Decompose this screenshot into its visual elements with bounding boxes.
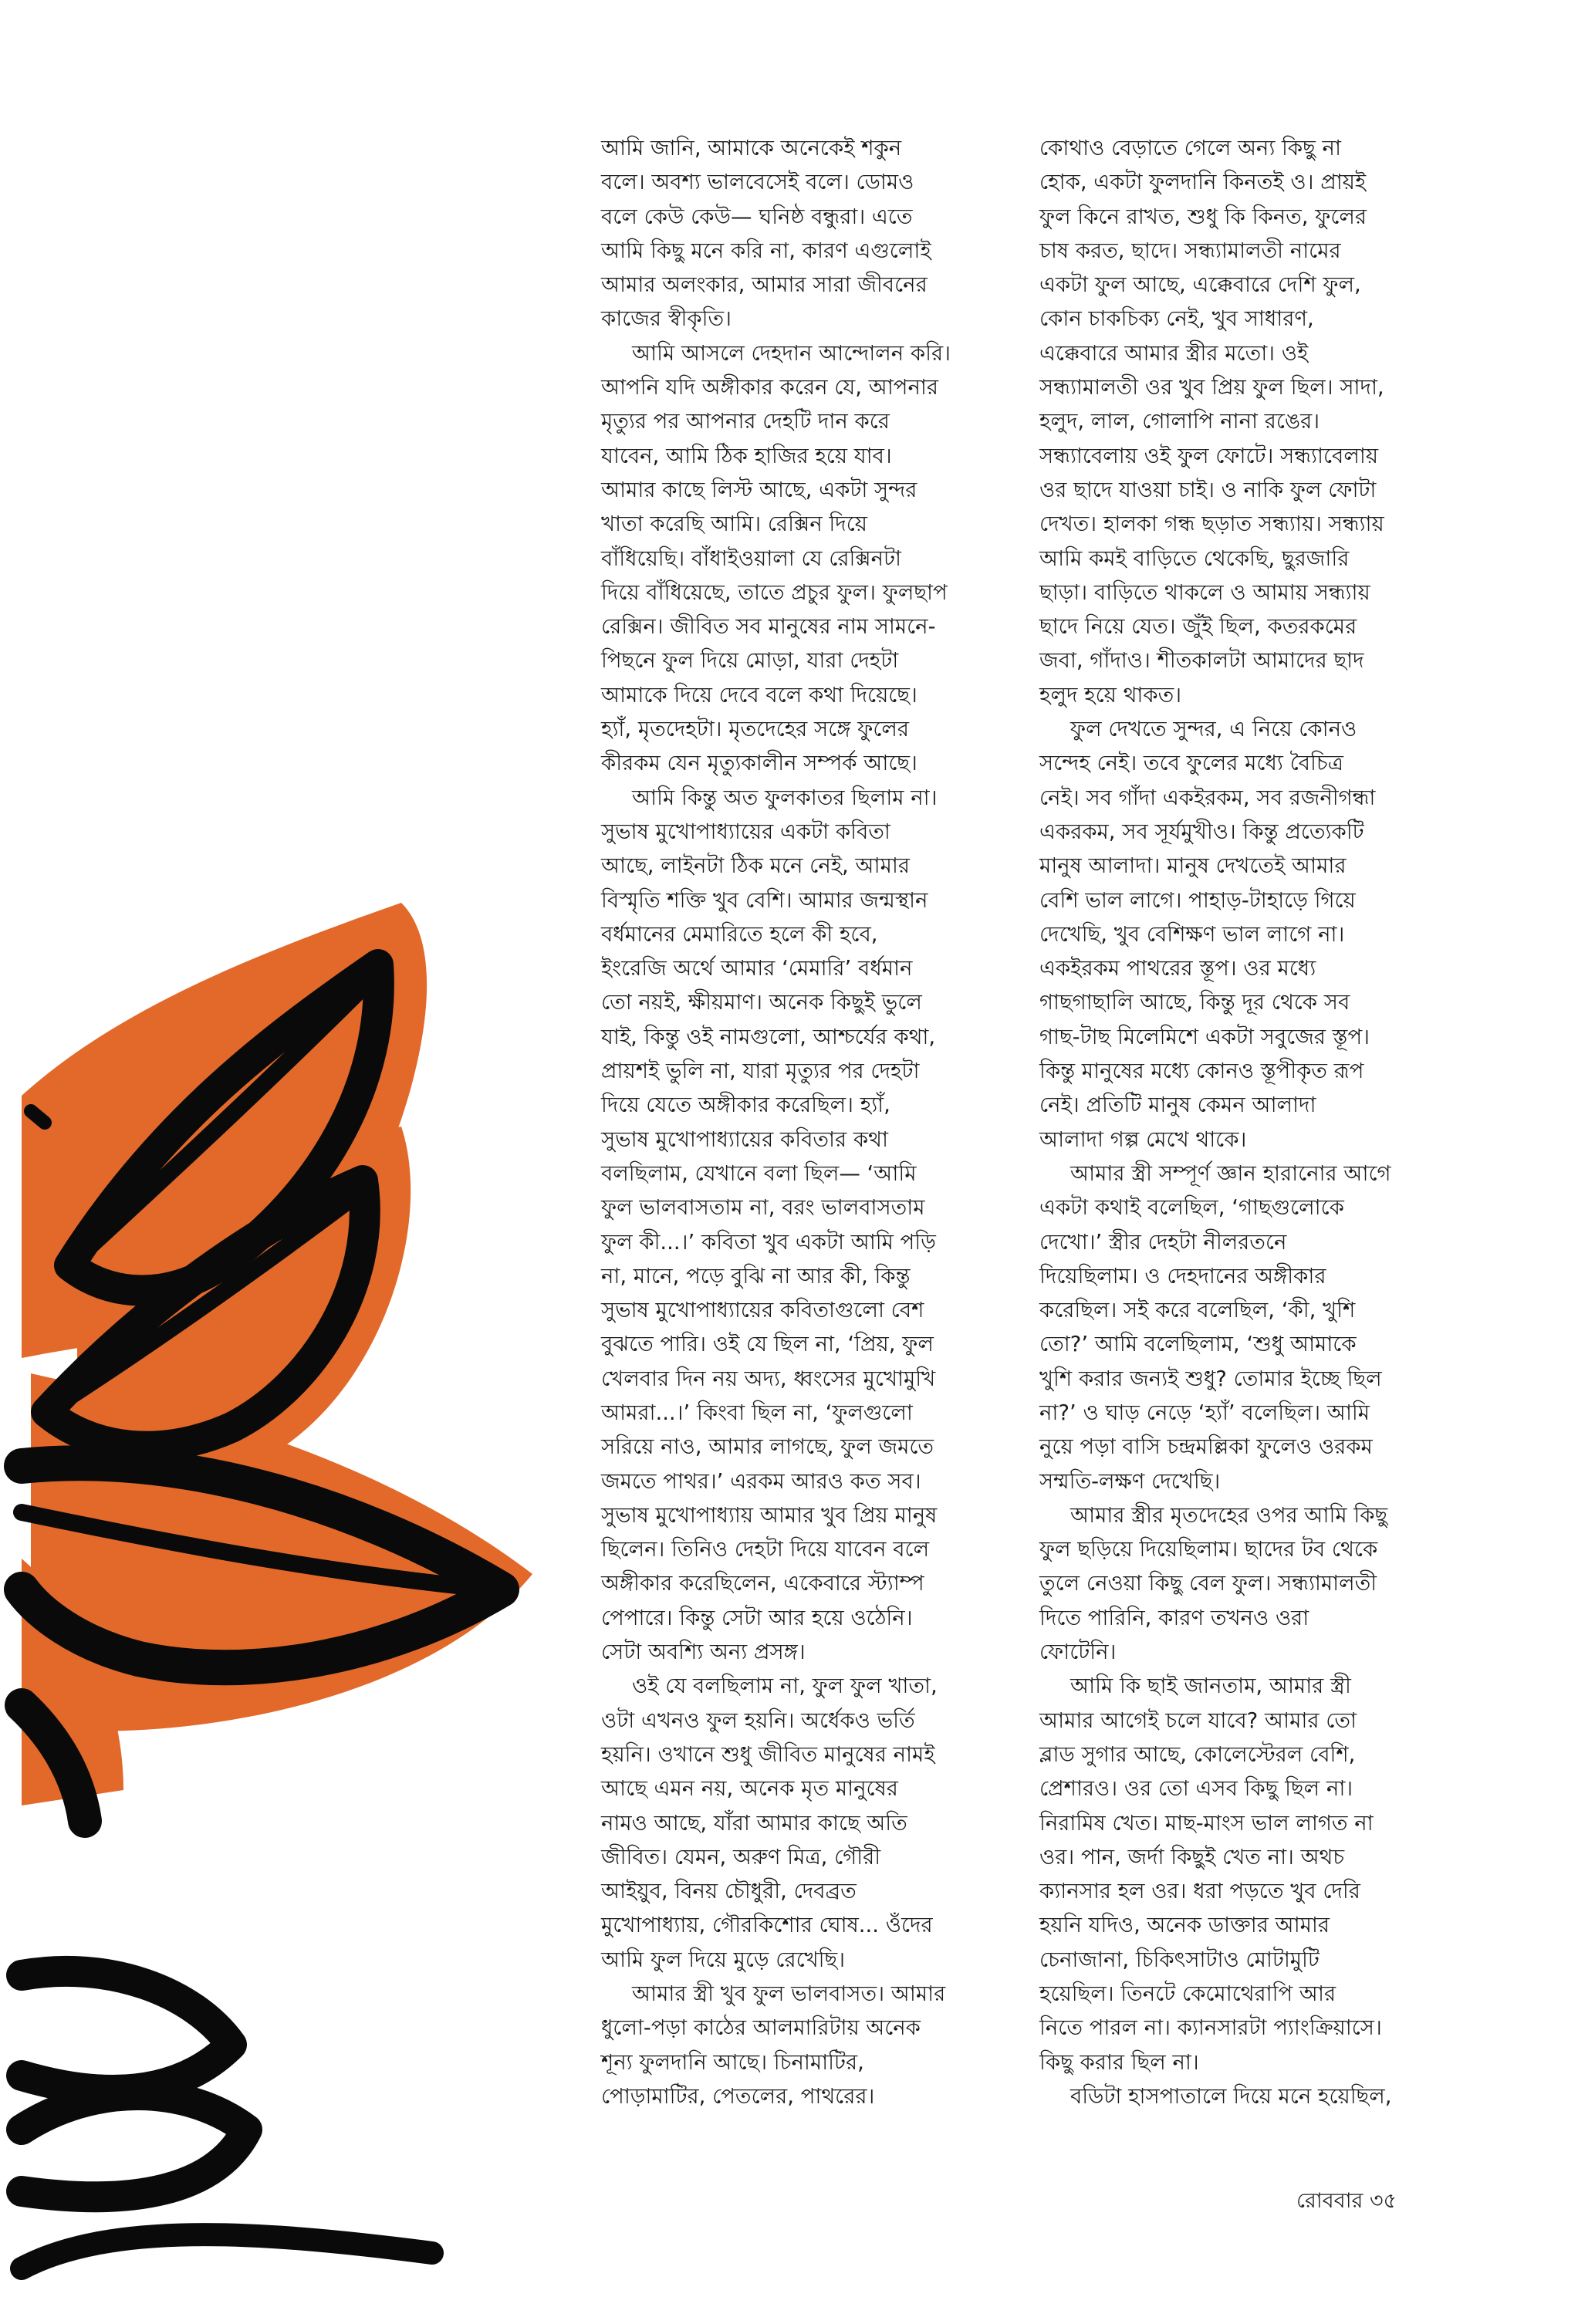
paragraph: আমার স্ত্রী খুব ফুল ভালবাসত। আমার ধুলো-পড়া কাঠের আলমারিটায় অনেক শূন্য ফুলদানি আছে। চিনামাটির, পোড়ামাটির, পেতলের, পাথরের। [601, 1981, 946, 2109]
leaf-illustration [0, 0, 556, 2324]
article-column-2 [1039, 131, 1425, 2113]
paragraph: আমার স্ত্রী সম্পূর্ণ জ্ঞান হারানোর আগে একটা কথাই বলেছিল, ‘গাছগুলোকে দেখো।’ স্ত্রীর দেহটা নীলরতনে দিয়েছিলাম। ও দেহদানের অঙ্গীকার করেছিল। সই করে বলেছিল, ‘কী, খুশি তো?’ আমি বলেছিলাম, ‘শুধু আমাকে খুশি করার জন্যই শুধু? তোমার ইচ্ছে ছিল না?’ ও ঘাড় নেড়ে ‘হ্যাঁ’ বলেছিল। আমি নুয়ে পড়া বাসি চন্দ্রমল্লিকা ফুলেও ওরকম সম্মতি-লক্ষণ দেখেছি। [1039, 1160, 1391, 1494]
paragraph: ওই যে বলছিলাম না, ফুল ফুল খাতা, ওটা এখনও ফুল হয়নি। অর্ধেকও ভর্তি হয়নি। ওখানে শুধু জীবিত মানুষের নামই আছে এমন নয়, অনেক মৃত মানুষের নামও আছে, যাঁরা আমার কাছে অতি জীবিত। যেমন, অরুণ মিত্র, গৌরী আইয়ুব, বিনয় চৌধুরী, দেবব্রত মুখোপাধ্যায়, গৌরকিশোর ঘোষ... ওঁদের আমি ফুল দিয়ে মুড়ে রেখেছি। [601, 1674, 938, 1972]
paragraph: আমি কি ছাই জানতাম, আমার স্ত্রী আমার আগেই চলে যাবে? আমার তো ব্লাড সুগার আছে, কোলেস্টেরল বেশি, প্রেশারও। ওর তো এসব কিছু ছিল না। নিরামিষ খেত। মাছ-মাংস ভাল লাগত না ওর। পান, জর্দা কিছুই খেত না। অথচ ক্যানসার হল ওর। ধরা পড়তে খুব দেরি হয়নি যদিও, অনেক ডাক্তার আমার চেনাজানা, চিকিৎসাটাও মোটামুটি হয়েছিল। তিনটে কেমোথেরাপি আর নিতে পারল না। ক্যানসারটা প্যাংক্রিয়াসে। কিছু করার ছিল না। [1039, 1674, 1382, 2075]
paragraph: কোথাও বেড়াতে গেলে অন্য কিছু না হোক, একটা ফুলদানি কিনতই ও। প্রায়ই ফুল কিনে রাখত, শুধু কি কিনত, ফুলের চাষ করত, ছাদে। সন্ধ্যামালতী নামের একটা ফুল আছে, এক্কেবারে দেশি ফুল, কোন চাকচিক্য নেই, খুব সাধারণ, এক্কেবারে আমার স্ত্রীর মতো। ওই সন্ধ্যামালতী ওর খুব প্রিয় ফুল ছিল। সাদা, হলুদ, লাল, গোলাপি নানা রঙের। সন্ধ্যাবেলায় ওই ফুল ফোটে। সন্ধ্যাবেলায় ওর ছাদে যাওয়া চাই। ও নাকি ফুল ফোটা দেখত। হালকা গন্ধ ছড়াত সন্ধ্যায়। সন্ধ্যায় আমি কমই বাড়িতে থেকেছি, ছুরজারি ছাড়া। বাড়িতে থাকলে ও আমায় সন্ধ্যায় ছাদে নিয়ে যেত। জুঁই ছিল, কতরকমের জবা, গাঁদাও। শীতকালটা আমাদের ছাদ হলুদ হয়ে থাকত। [1039, 136, 1384, 708]
paragraph: ফুল দেখতে সুন্দর, এ নিয়ে কোনও সন্দেহ নেই। তবে ফুলের মধ্যে বৈচিত্র নেই। সব গাঁদা একইরকম, সব রজনীগন্ধা একরকম, সব সূর্যমুখীও। কিন্তু প্রত্যেকটি মানুষ আলাদা। মানুষ দেখতেই আমার বেশি ভাল লাগে। পাহাড়-টাহাড়ে গিয়ে দেখেছি, খুব বেশিক্ষণ ভাল লাগে না। একইরকম পাথরের স্তূপ। ওর মধ্যে গাছগাছালি আছে, কিন্তু দূর থেকে সব গাছ-টাছ মিলেমিশে একটা সবুজের স্তূপ। কিন্তু মানুষের মধ্যে কোনও স্তূপীকৃত রূপ নেই। প্রতিটি মানুষ কেমন আলাদা আলাদা গল্প মেখে থাকে। [1039, 717, 1376, 1152]
paragraph: আমি জানি, আমাকে অনেকেই শকুন বলে। অবশ্য ভালবেসেই বলে। ডোমও বলে কেউ কেউ— ঘনিষ্ঠ বন্ধুরা। এতে আমি কিছু মনে করি না, কারণ এগুলোই আমার অলংকার, আমার সারা জীবনের কাজের স্বীকৃতি। [601, 136, 931, 332]
page-folio: রোববার ৩৫ [1296, 2189, 1397, 2213]
paragraph: আমি কিন্তু অত ফুলকাতর ছিলাম না। সুভাষ মুখোপাধ্যায়ের একটা কবিতা আছে, লাইনটা ঠিক মনে নেই, আমার বিস্মৃতি শক্তি খুব বেশি। আমার জন্মস্থান বর্ধমানের মেমারিতে হলে কী হবে, ইংরেজি অর্থে আমার ‘মেমারি’ বর্ধমান তো নয়ই, ক্ষীয়মাণ। অনেক কিছুই ভুলে যাই, কিন্তু ওই নামগুলো, আশ্চর্যের কথা, প্রায়শই ভুলি না, যারা মৃত্যুর পর দেহটা দিয়ে যেতে অঙ্গীকার করেছিল। হ্যাঁ, সুভাষ মুখোপাধ্যায়ের কবিতার কথা বলছিলাম, যেখানে বলা ছিল— ‘আমি ফুল ভালবাসতাম না, বরং ভালবাসতাম ফুল কী...।’ কবিতা খুব একটা আমি পড়ি না, মানে, পড়ে বুঝি না আর কী, কিন্তু সুভাষ মুখোপাধ্যায়ের কবিতাগুলো বেশ বুঝতে পারি। ওই যে ছিল না, ‘প্রিয়, ফুল খেলবার দিন নয় অদ্য, ধ্বংসের মুখোমুখি আমরা...।’ কিংবা ছিল না, ‘ফুলগুলো সরিয়ে নাও, আমার লাগছে, ফুল জমতে জমতে পাথর।’ এরকম আরও কত সব। সুভাষ মুখোপাধ্যায় আমার খুব প্রিয় মানুষ ছিলেন। তিনিও দেহটা দিয়ে যাবেন বলে অঙ্গীকার করেছিলেন, একেবারে স্ট্যাম্প পেপারে। কিন্তু সেটা আর হয়ে ওঠেনি। সেটা অবশ্যি অন্য প্রসঙ্গ। [601, 785, 938, 1665]
paragraph: আমার স্ত্রীর মৃতদেহের ওপর আমি কিছু ফুল ছড়িয়ে দিয়েছিলাম। ছাদের টব থেকে তুলে নেওয়া কিছু বেল ফুল। সন্ধ্যামালতী দিতে পারিনি, কারণ তখনও ওরা ফোটেনি। [1039, 1502, 1388, 1665]
article-column-1 [601, 131, 987, 2113]
paragraph: বডিটা হাসপাতালে দিয়ে মনে হয়েছিল, [1070, 2083, 1392, 2109]
paragraph: আমি আসলে দেহদান আন্দোলন করি। আপনি যদি অঙ্গীকার করেন যে, আপনার মৃত্যুর পর আপনার দেহটি দান করে যাবেন, আমি ঠিক হাজির হয়ে যাব। আমার কাছে লিস্ট আছে, একটা সুন্দর খাতা করেছি আমি। রেক্সিন দিয়ে বাঁধিয়েছি। বাঁধাইওয়ালা যে রেক্সিনটা দিয়ে বাঁধিয়েছে, তাতে প্রচুর ফুল। ফুলছাপ রেক্সিন। জীবিত সব মানুষের নাম সামনে- পিছনে ফুল দিয়ে মোড়া, যারা দেহটা আমাকে দিয়ে দেবে বলে কথা দিয়েছে। হ্যাঁ, মৃতদেহটা। মৃতদেহের সঙ্গে ফুলের কীরকম যেন মৃত্যুকালীন সম্পর্ক আছে। [601, 340, 951, 776]
